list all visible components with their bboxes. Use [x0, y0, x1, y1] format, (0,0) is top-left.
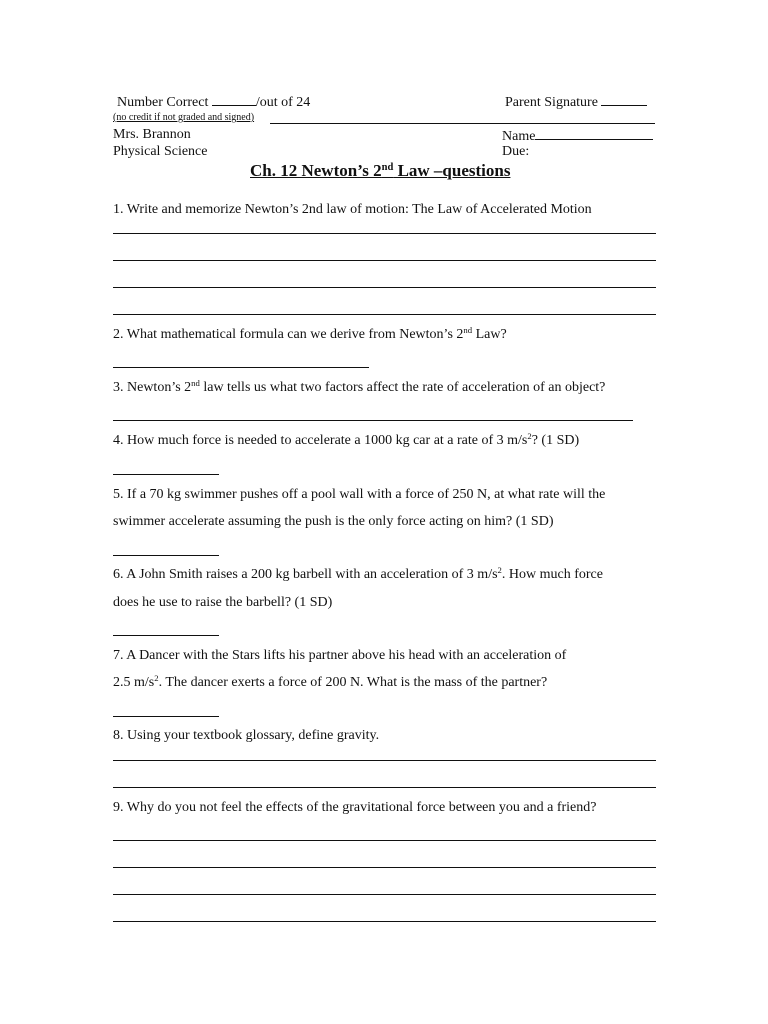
- page-title: Ch. 12 Newton’s 2nd Law –questions: [250, 161, 511, 180]
- answer-line[interactable]: [113, 787, 656, 788]
- answer-line[interactable]: [113, 367, 369, 368]
- question-7-line-2: 2.5 $m/s^2$. The dancer exerts a force of 200 N. What is the mass of the partner?: [113, 673, 548, 690]
- answer-line[interactable]: [113, 260, 656, 261]
- due-label: Due:: [502, 144, 530, 159]
- question-1: 1. Write and memorize Newton’s 2nd law of motion: The Law of Accelerated Motion: [113, 202, 592, 217]
- no-credit-note: (no credit if not graded and signed): [113, 112, 255, 123]
- answer-line[interactable]: [113, 233, 656, 234]
- answer-line[interactable]: [113, 894, 656, 895]
- question-9: 9. Why do you not feel the effects of the gravitational force between you and a friend?: [113, 800, 597, 815]
- answer-line[interactable]: [113, 555, 219, 556]
- parent-signature-blank[interactable]: [601, 94, 647, 106]
- question-3: 3. Newton’s 2nd law tells us what two factors affect the rate of acceleration of an object?: [113, 378, 606, 395]
- question-2: 2. What mathematical formula can we derive from Newton’s 2nd Law?: [113, 325, 507, 342]
- answer-line[interactable]: [113, 921, 656, 922]
- answer-line[interactable]: [113, 716, 219, 717]
- header-rule: [270, 123, 655, 124]
- answer-line[interactable]: [113, 635, 219, 636]
- student-name-field: [502, 128, 653, 144]
- answer-line[interactable]: [113, 287, 656, 288]
- out-of-label: /out of 24: [255, 95, 311, 110]
- question-7-line-1: 7. A Dancer with the Stars lifts his partner above his head with an acceleration of: [113, 648, 567, 663]
- question-6-line-1: 6. A John Smith raises a 200 kg barbell with an acceleration of 3 $m/s^2$. How much force: [113, 565, 603, 582]
- answer-line[interactable]: [113, 420, 633, 421]
- question-8: 8. Using your textbook glossary, define gravity.: [113, 728, 380, 743]
- name-label: Name: [502, 129, 536, 144]
- parent-signature-field: [505, 94, 647, 110]
- answer-line[interactable]: [113, 867, 656, 868]
- number-correct-label: Number Correct: [117, 95, 209, 110]
- name-blank[interactable]: [535, 128, 653, 140]
- question-4: 4. How much force is needed to accelerate a 1000 kg car at a rate of 3 $m/s^2$? (1 SD): [113, 431, 580, 448]
- answer-line[interactable]: [113, 840, 656, 841]
- teacher-name: Mrs. Brannon: [113, 127, 191, 142]
- number-correct-field: [117, 94, 310, 110]
- answer-line[interactable]: [113, 474, 219, 475]
- question-6-line-2: does he use to raise the barbell? (1 SD): [113, 595, 333, 610]
- parent-signature-label: Parent Signature: [505, 95, 598, 110]
- question-5-line-2: swimmer accelerate assuming the push is the only force acting on him? (1 SD): [113, 514, 554, 529]
- course-name: Physical Science: [113, 144, 208, 159]
- answer-line[interactable]: [113, 314, 656, 315]
- question-5-line-1: 5. If a 70 kg swimmer pushes off a pool wall with a force of 250 N, at what rate will the: [113, 487, 606, 502]
- number-correct-blank[interactable]: [212, 94, 256, 106]
- answer-line[interactable]: [113, 760, 656, 761]
